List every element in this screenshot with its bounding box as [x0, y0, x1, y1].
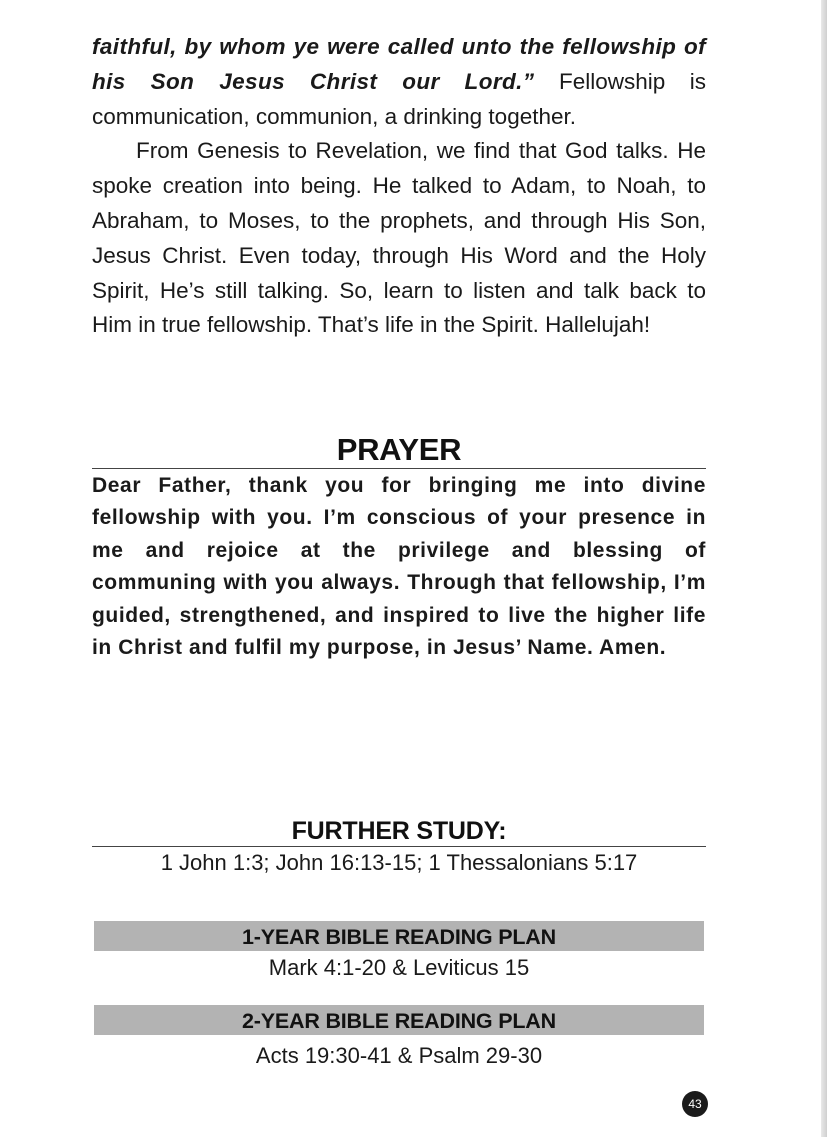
- one-year-plan: [94, 921, 704, 985]
- further-study-heading: FURTHER STUDY:: [291, 817, 507, 845]
- one-year-plan-heading: 1-YEAR BIBLE READING PLAN: [94, 921, 704, 951]
- prayer-heading: PRAYER: [336, 432, 462, 467]
- page-number-badge: 43: [682, 1091, 708, 1117]
- one-year-plan-reading: Mark 4:1-20 & Leviticus 15: [268, 955, 530, 980]
- two-year-plan-heading: 2-YEAR BIBLE READING PLAN: [94, 1005, 704, 1035]
- paragraph-main: From Genesis to Revelation, we find that God talks. He spoke creation into being. He talked to Adam, to Noah, to Abraham, to Moses, to the prophets, and through His Son, Jesus Christ. Even today, through His Word and the Holy Spirit, He’s still talking. So, learn to listen and talk back to Him in true fellowship. That’s life in the Spirit. Hallelujah!: [92, 138, 706, 338]
- prayer-divider: [92, 468, 706, 469]
- further-study-references: 1 John 1:3; John 16:13-15; 1 Thessalonians 5:17: [160, 850, 638, 875]
- prayer-text: Dear Father, thank you for bringing me into divine fellowship with you. I’m conscious of your presence in me and rejoice at the privilege and blessing of communing with you always. Through that fellowship, I’m guided, strengthened, and inspired to live the higher life in Christ and fulfil my purpose, in Jesus’ Name. Amen.: [92, 474, 706, 660]
- two-year-plan: [94, 1005, 704, 1073]
- scripture-quote: faithful, by whom ye were called unto the fellowship of his Son Jesus Christ our Lord.”: [92, 34, 706, 94]
- paragraph-scripture: [92, 30, 706, 134]
- two-year-plan-reading: Acts 19:30-41 & Psalm 29-30: [255, 1043, 543, 1068]
- page-edge-shadow: [821, 0, 827, 1137]
- devotional-body: [92, 30, 706, 343]
- further-study-divider: [92, 846, 706, 847]
- further-study-section: [92, 816, 706, 878]
- prayer-section: [92, 432, 706, 664]
- paragraph-text: Fellowship is communication, communion, a drinking together.: [92, 68, 706, 129]
